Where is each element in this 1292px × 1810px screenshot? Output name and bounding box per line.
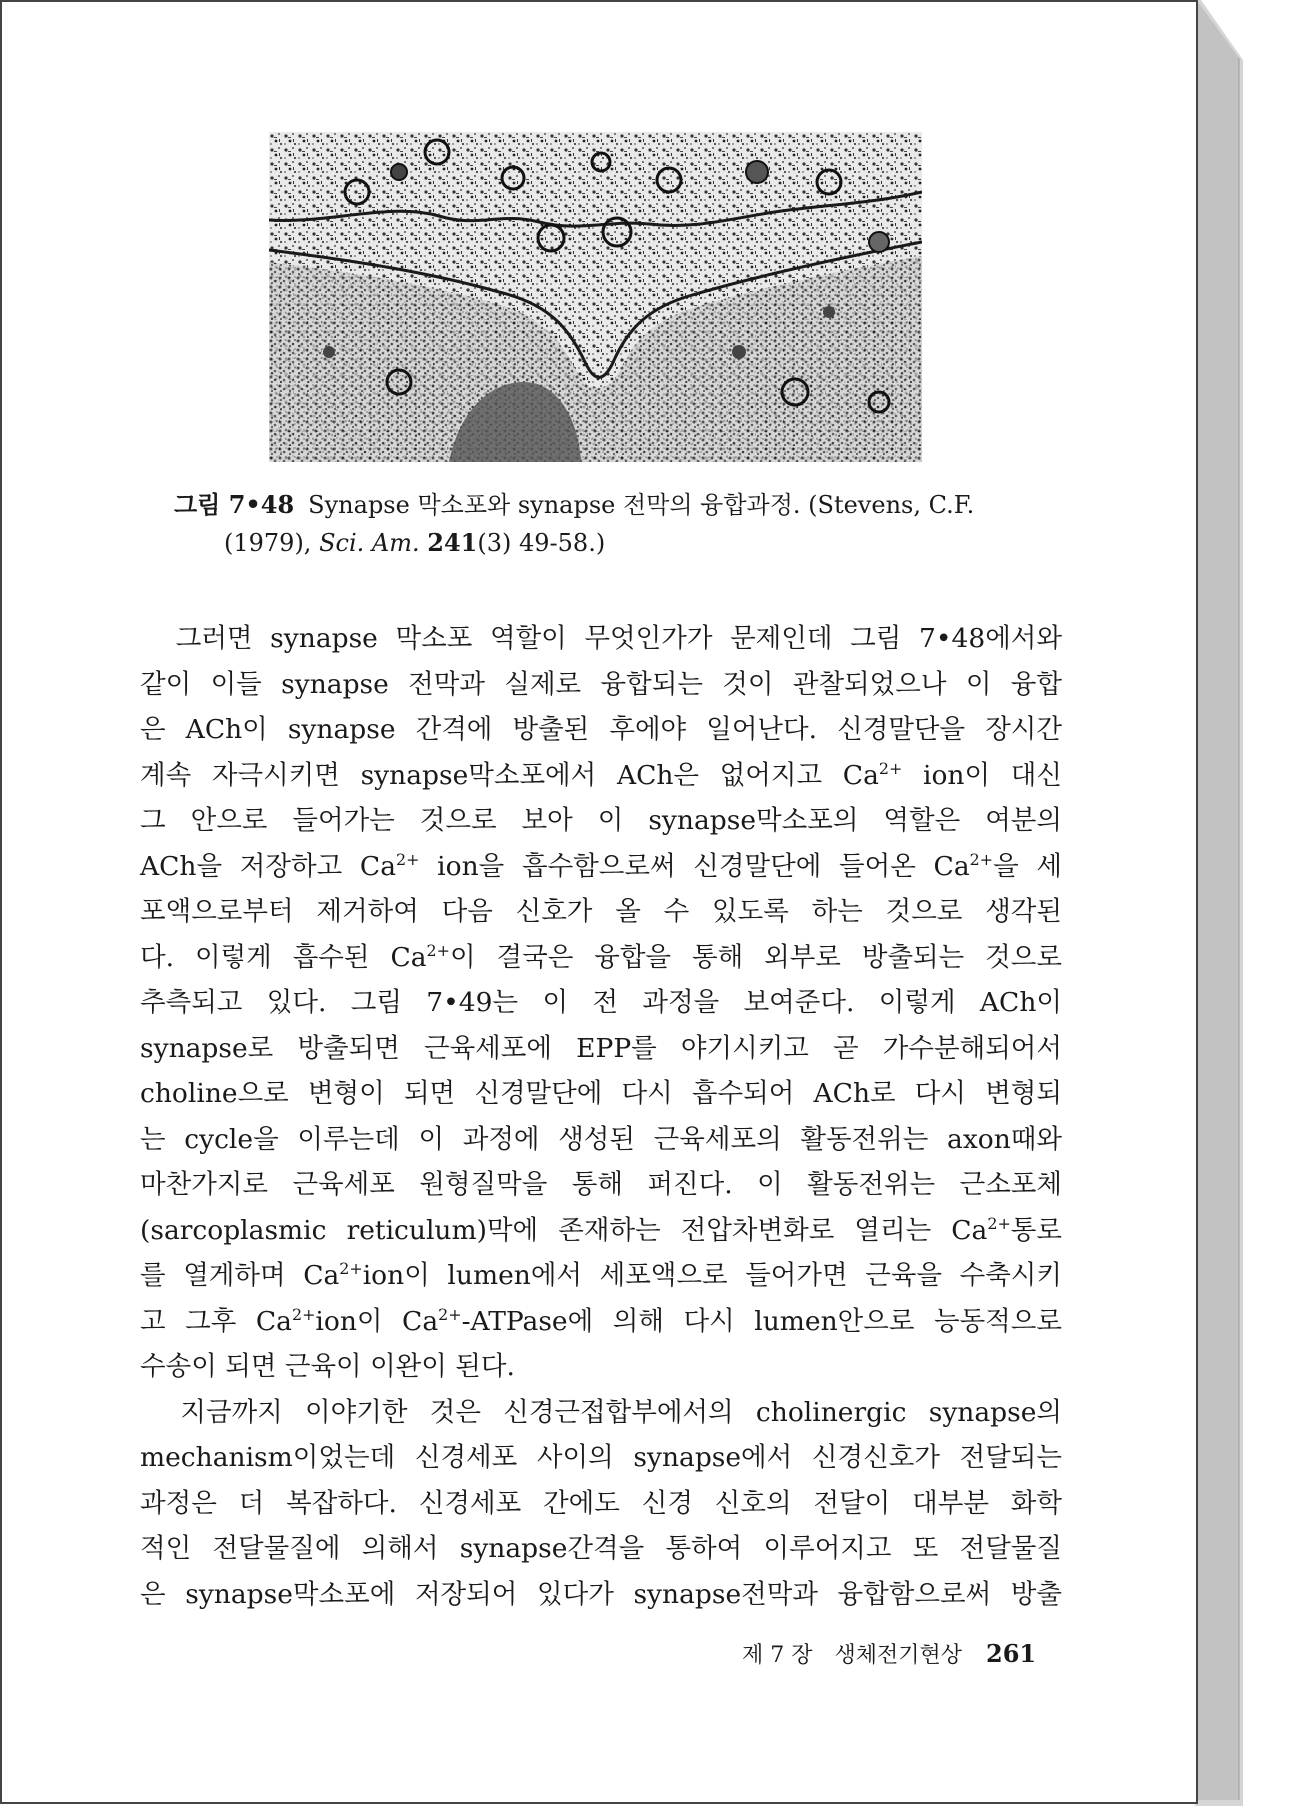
page-edge	[1195, 0, 1245, 1806]
ion-charge: 2+	[987, 1213, 1011, 1233]
body-line	[140, 1526, 1062, 1572]
body-text-segment: 을 세	[993, 850, 1062, 882]
body-line	[140, 1208, 1062, 1254]
body-text-segment: synapse로 방출되면 근육세포에 EPP를 야기시키고 곧 가수분해되어서	[140, 1032, 1062, 1064]
citation-year: (1979),	[224, 529, 312, 557]
figure-citation-line2	[174, 524, 1054, 562]
figure-citation-open: (Stevens, C.F.	[808, 491, 975, 519]
body-line	[140, 1572, 1062, 1618]
chapter-title: 제 7 장 생체전기현상	[742, 1643, 963, 1668]
body-line	[140, 1390, 1062, 1436]
citation-journal: Sci. Am.	[319, 529, 420, 557]
body-text-segment: 를 열게하며 Ca	[140, 1260, 340, 1291]
page-footer	[742, 1638, 1036, 1669]
body-text-segment: ion이 대신	[902, 759, 1062, 791]
ion-charge: 2+	[396, 849, 420, 869]
body-text-segment: 통로	[1010, 1214, 1062, 1246]
body-text-segment: 그러면 synapse 막소포 역할이 무엇인가가 문제인데 그림 7•48에서와	[140, 623, 1062, 654]
body-text-segment: 은 ACh이 synapse 간격에 방출된 후에야 일어난다. 신경말단을 장시간	[140, 714, 1062, 745]
body-text-segment: 같이 이들 synapse 전막과 실제로 융합되는 것이 관찰되었으나 이 융합	[140, 668, 1062, 700]
body-text-segment: 계속 자극시키면 synapse막소포에서 ACh은 없어지고 Ca	[140, 759, 879, 791]
citation-rest: (3) 49-58.)	[477, 529, 606, 557]
body-line	[140, 616, 1062, 662]
body-text-segment: ion을 흡수함으로써 신경말단에 들어온 Ca	[419, 850, 970, 882]
figure-caption	[174, 486, 1054, 562]
body-line	[140, 889, 1062, 935]
body-text-segment: 이 결국은 융합을 통해 외부로 방출되는 것으로	[449, 941, 1062, 973]
body-line	[140, 707, 1062, 753]
body-text-segment: 는 cycle을 이루는데 이 과정에 생성된 근육세포의 활동전위는 axon때와	[140, 1123, 1062, 1155]
body-text-segment: ion이 Ca	[315, 1305, 439, 1337]
body-text-segment: 지금까지 이야기한 것은 신경근접합부에서의 cholinergic synapse의	[140, 1396, 1062, 1428]
body-text-segment: 수송이 되면 근육이 이완이 된다.	[140, 1351, 515, 1382]
body-text-segment: (sarcoplasmic reticulum)막에 존재하는 전압차변화로 열리는 Ca	[140, 1214, 988, 1246]
body-text-segment: choline으로 변형이 되면 신경말단에 다시 흡수되어 ACh로 다시 변형되	[140, 1078, 1062, 1109]
page-number: 261	[986, 1639, 1037, 1668]
figure-caption-text: Synapse 막소포와 synapse 전막의 융합과정.	[308, 491, 801, 519]
body-text-segment: ACh을 저장하고 Ca	[140, 850, 396, 882]
body-line	[140, 935, 1062, 981]
body-text-segment: 다. 이렇게 흡수된 Ca	[140, 941, 427, 973]
body-line	[140, 1071, 1062, 1117]
ion-charge: 2+	[969, 849, 994, 869]
ion-charge: 2+	[426, 940, 450, 960]
body-line	[140, 1344, 1062, 1390]
ion-charge: 2+	[339, 1259, 363, 1279]
body-text-segment: 적인 전달물질에 의해서 synapse간격을 통하여 이루어지고 또 전달물질	[140, 1533, 1062, 1564]
ion-charge: 2+	[291, 1304, 316, 1324]
body-line	[140, 1481, 1062, 1527]
synapse-micrograph	[269, 132, 922, 462]
ion-charge: 2+	[438, 1304, 462, 1324]
body-text-segment: 마찬가지로 근육세포 원형질막을 통해 퍼진다. 이 활동전위는 근소포체	[140, 1169, 1062, 1200]
figure-label: 그림 7•48	[174, 490, 295, 519]
body-text-segment: 과정은 더 복잡하다. 신경세포 간에도 신경 신호의 전달이 대부분 화학	[140, 1487, 1062, 1519]
body-line	[140, 662, 1062, 708]
body-line	[140, 1253, 1062, 1299]
body-text-segment: 은 synapse막소포에 저장되어 있다가 synapse전막과 융합함으로써 방출	[140, 1578, 1062, 1610]
body-text-segment: 고 그후 Ca	[140, 1305, 292, 1337]
body-text-segment: ion이 lumen에서 세포액으로 들어가면 근육을 수축시키	[362, 1260, 1062, 1291]
body-line	[140, 1299, 1062, 1345]
body-text-segment: mechanism이었는데 신경세포 사이의 synapse에서 신경신호가 전달되는	[140, 1442, 1062, 1473]
body-line	[140, 753, 1062, 799]
body-line	[140, 1026, 1062, 1072]
body-line	[140, 1435, 1062, 1481]
body-text	[140, 616, 1062, 1617]
body-text-segment: 추측되고 있다. 그림 7•49는 이 전 과정을 보여준다. 이렇게 ACh이	[140, 987, 1062, 1018]
body-text-segment: -ATPase에 의해 다시 lumen안으로 능동적으로	[461, 1305, 1062, 1337]
body-line	[140, 798, 1062, 844]
body-line	[140, 844, 1062, 890]
body-text-segment: 포액으로부터 제거하여 다음 신호가 올 수 있도록 하는 것으로 생각된	[140, 896, 1062, 927]
body-line	[140, 1162, 1062, 1208]
body-line	[140, 1117, 1062, 1163]
body-line	[140, 980, 1062, 1026]
citation-volume: 241	[427, 528, 478, 557]
ion-charge: 2+	[878, 758, 903, 778]
body-text-segment: 그 안으로 들어가는 것으로 보아 이 synapse막소포의 역할은 여분의	[140, 805, 1062, 836]
